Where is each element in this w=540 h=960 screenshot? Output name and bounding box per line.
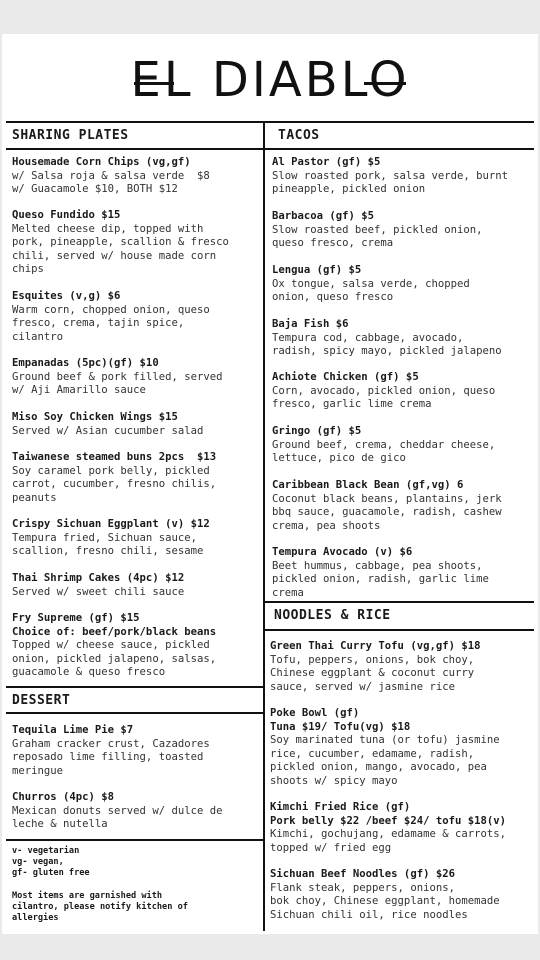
item-name: Fry Supreme (gf) $15 Choice of: beef/pork/black beans [12, 612, 217, 638]
item-name: Empanadas (5pc)(gf) $10 [12, 357, 159, 369]
item-name: Kimchi Fried Rice (gf) Pork belly $22 /beef $24/ tofu $18(v) [270, 801, 506, 827]
menu-item [12, 209, 229, 277]
item-description: Ox tongue, salsa verde, chopped onion, queso fresco [272, 277, 470, 303]
item-name: Green Thai Curry Tofu (vg,gf) $18 [270, 640, 481, 652]
allergy-notice: Most items are garnished with cilantro, please notify kitchen of allergies [12, 891, 188, 923]
item-name: Thai Shrimp Cakes (4pc) $12 [12, 572, 185, 584]
item-description: Ground beef & pork filled, served w/ Aji Amarillo sauce [12, 370, 223, 396]
item-name: Poke Bowl (gf) Tuna $19/ Tofu(vg) $18 [270, 707, 411, 733]
item-description: Served w/ sweet chili sauce [12, 585, 185, 598]
menu-item [270, 707, 500, 788]
menu-item [272, 425, 495, 466]
item-description: Tempura fried, Sichuan sauce, scallion, fresno chili, sesame [12, 531, 204, 557]
menu-item [12, 724, 210, 778]
menu-item [12, 518, 210, 559]
item-description: Melted cheese dip, topped with pork, pineapple, scallion & fresco chili, served w/ house made corn chips [12, 222, 229, 275]
item-description: Soy caramel pork belly, pickled carrot, cucumber, fresno chilis, peanuts [12, 464, 217, 504]
item-description: Served w/ Asian cucumber salad [12, 424, 204, 437]
menu-item [272, 318, 502, 359]
menu-item [12, 572, 184, 599]
item-name: Tempura Avocado (v) $6 [272, 546, 413, 558]
item-description: Coconut black beans, plantains, jerk bbq sauce, guacamole, radish, cashew crema, pea shoots [272, 492, 502, 532]
item-name: Miso Soy Chicken Wings $15 [12, 411, 178, 423]
dessert-heading: DESSERT [12, 693, 71, 708]
menu-item [272, 210, 482, 251]
item-description: Tempura cod, cabbage, avocado, radish, spicy mayo, pickled jalapeno [272, 331, 502, 357]
item-description: Graham cracker crust, Cazadores reposado lime filling, toasted meringue [12, 737, 210, 777]
item-description: Tofu, peppers, onions, bok choy, Chinese eggplant & coconut curry sauce, served w/ jasmine rice [270, 653, 475, 693]
dessert-heading-rule [6, 712, 264, 714]
item-name: Caribbean Black Bean (gf,vg) 6 [272, 479, 464, 491]
item-name: Churros (4pc) $8 [12, 791, 115, 803]
item-description: Ground beef, crema, cheddar cheese, lettuce, pico de gico [272, 438, 496, 464]
menu-item [12, 290, 210, 344]
menu-item [272, 546, 489, 600]
menu-item [272, 264, 470, 305]
menu-item [272, 371, 495, 412]
item-name: Queso Fundido $15 [12, 209, 121, 221]
menu-item [12, 451, 216, 505]
menu-item [12, 411, 203, 438]
legend-top-rule [6, 839, 264, 841]
item-name: Lengua (gf) $5 [272, 264, 362, 276]
menu-title: EL DIABLO [130, 52, 410, 108]
item-description: Topped w/ cheese sauce, pickled onion, pickled jalapeno, salsas, guacamole & queso fresco [12, 639, 217, 678]
menu-sheet [2, 34, 538, 934]
sharing-plates-heading: SHARING PLATES [12, 128, 129, 143]
menu-item [272, 479, 502, 533]
item-description: Soy marinated tuna (or tofu) jasmine rice, cucumber, edamame, radish, pickled onion, mango, avocado, pea shoots w/ spicy mayo [270, 734, 500, 787]
item-description: Mexican donuts served w/ dulce de leche & nutella [12, 804, 223, 830]
item-name: Barbacoa (gf) $5 [272, 210, 375, 222]
noodles-rice-heading: NOODLES & RICE [274, 608, 391, 623]
menu-item [270, 868, 500, 922]
item-name: Al Pastor (gf) $5 [272, 156, 381, 168]
menu-item [12, 357, 222, 398]
item-name: Crispy Sichuan Eggplant (v) $12 [12, 518, 210, 530]
item-name: Tequila Lime Pie $7 [12, 724, 134, 736]
item-name: Esquites (v,g) $6 [12, 290, 121, 302]
menu-item [272, 156, 508, 197]
item-name: Taiwanese steamed buns 2pcs $13 [12, 451, 217, 463]
item-name: Housemade Corn Chips (vg,gf) [12, 156, 191, 168]
diet-legend: v- vegetarian vg- vegan, gf- gluten free [12, 846, 90, 878]
tacos-heading: TACOS [278, 128, 320, 143]
menu-item [12, 612, 216, 680]
item-description: w/ Salsa roja & salsa verde $8 w/ Guacamole $10, BOTH $12 [12, 169, 210, 195]
item-description: Flank steak, peppers, onions, bok choy, Chinese eggplant, homemade Sichuan chili oil, rice noodles [270, 881, 500, 921]
menu-item [12, 156, 210, 197]
item-description: Kimchi, gochujang, edamame & carrots, topped w/ fried egg [270, 828, 506, 854]
header-rule [6, 121, 534, 123]
item-name: Achiote Chicken (gf) $5 [272, 371, 419, 383]
noodles-top-rule [264, 601, 534, 603]
menu-item [270, 640, 480, 694]
menu-item [12, 791, 222, 832]
noodles-heading-rule [264, 629, 534, 631]
section-heading-rule [6, 148, 534, 150]
item-description: Corn, avocado, pickled onion, queso fresco, garlic lime crema [272, 384, 496, 410]
dessert-top-rule [6, 686, 264, 688]
item-name: Gringo (gf) $5 [272, 425, 362, 437]
item-name: Baja Fish $6 [272, 318, 349, 330]
menu-item [270, 801, 506, 855]
item-description: Slow roasted pork, salsa verde, burnt pineapple, pickled onion [272, 169, 508, 195]
item-description: Beet hummus, cabbage, pea shoots, pickled onion, radish, garlic lime crema [272, 559, 489, 599]
item-name: Sichuan Beef Noodles (gf) $26 [270, 868, 455, 880]
item-description: Warm corn, chopped onion, queso fresco, crema, tajin spice, cilantro [12, 303, 210, 343]
column-divider [263, 121, 265, 931]
item-description: Slow roasted beef, pickled onion, queso fresco, crema [272, 223, 483, 249]
